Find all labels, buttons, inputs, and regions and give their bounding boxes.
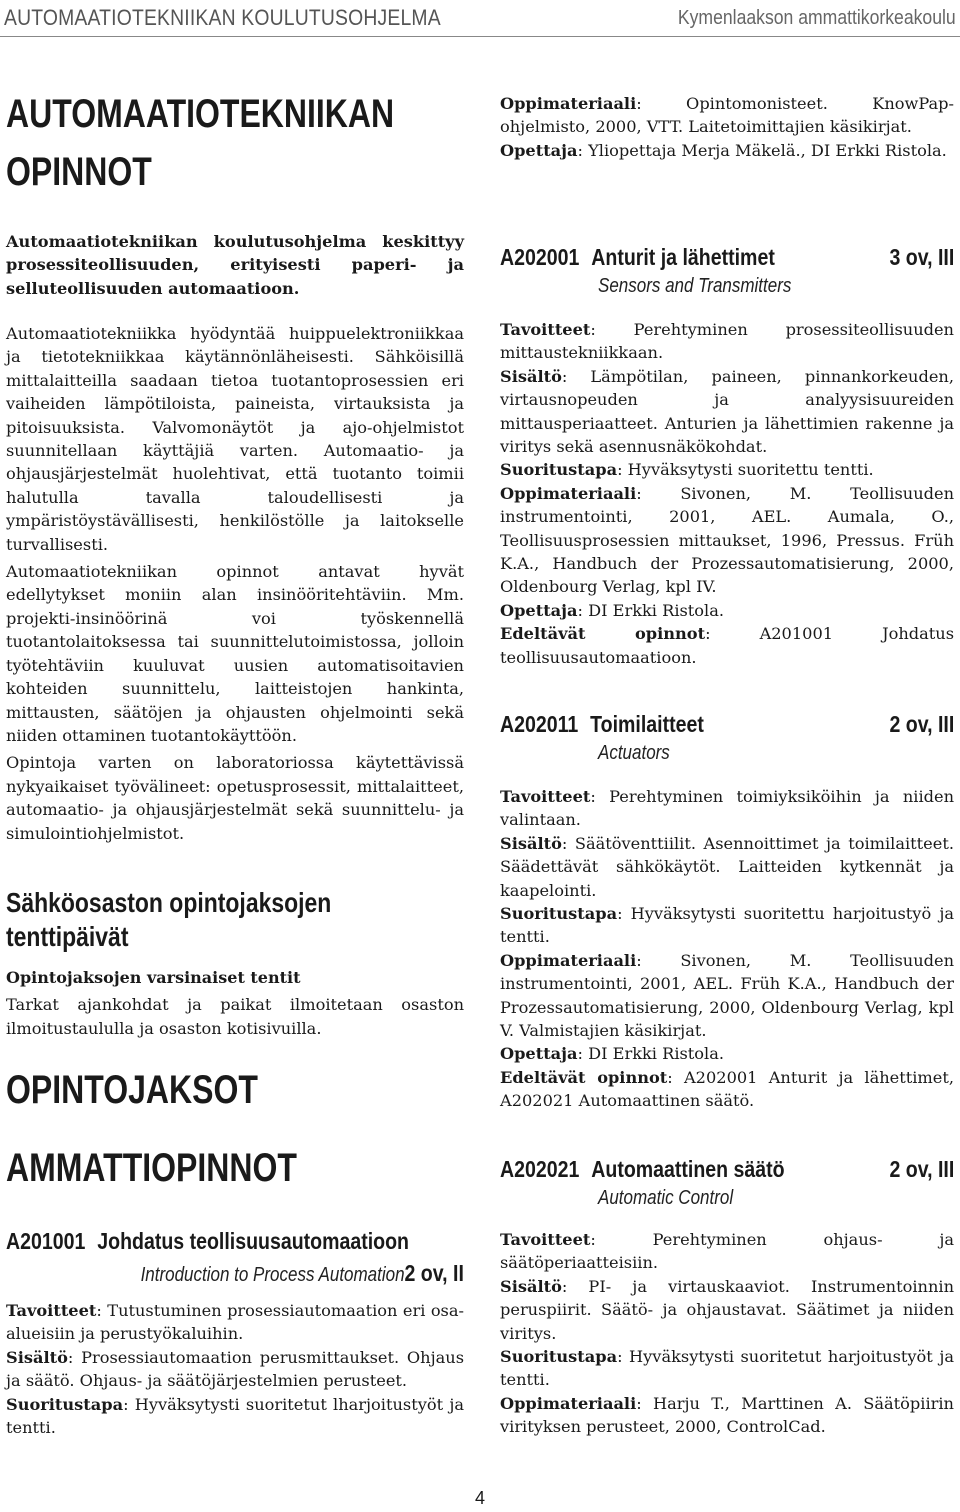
- main-title-line1: AUTOMAATIOTEKNIIKAN: [6, 92, 395, 136]
- course-material: [500, 949, 954, 1043]
- course-completion: [500, 1345, 954, 1392]
- course-credits: 3 ov, III: [889, 244, 954, 270]
- prerequisites-text: : A202001 Anturit ja lähettimet, A202021 Automaattinen säätö.: [500, 1067, 955, 1111]
- content-text: : Säätöventtiilit. Asennoittimet ja toimilaitteet. Säädettävät sähkökäytöt. Laitteiden kytkennät ja kaapelointi.: [500, 833, 954, 900]
- course-a202021: [500, 1154, 954, 1439]
- content-label: Sisältö: [500, 833, 562, 853]
- completion-label: Suoritustapa: [6, 1394, 124, 1414]
- course-title: [500, 709, 704, 739]
- content-label: Sisältö: [500, 366, 562, 386]
- teacher-label: Opettaja: [500, 600, 578, 620]
- course-heading: [500, 242, 954, 272]
- prerequisites-text: : A201001 Johdatus teollisuusautomaatioon.: [500, 624, 955, 667]
- course-code: A202021: [500, 1156, 580, 1182]
- course-goals: [6, 1299, 464, 1346]
- material-text: : Harju T., Marttinen A. Säätöpiirin virityksen perusteet, 2000, ControlCad.: [500, 1393, 954, 1437]
- exam-subtitle: Opintojaksojen varsinaiset tentit: [6, 968, 301, 987]
- completion-text: : Hyväksytysti suoritetut harjoitustyöt ja tentti.: [500, 1347, 954, 1390]
- page-number: 4: [474, 1488, 485, 1508]
- section-heading-ammattiopinnot: [6, 1140, 464, 1196]
- course-completion: [6, 1393, 464, 1440]
- course-content: [500, 1275, 954, 1345]
- content-label: Sisältö: [6, 1347, 68, 1367]
- course-goals: [500, 785, 954, 832]
- intro-lead: Automaatiotekniikan koulutusohjelma keskittyy prosessiteollisuuden, erityisesti paperi- ja selluteollisuuden automaatioon.: [6, 232, 464, 298]
- course-material: [500, 482, 954, 599]
- section-title-ammattiopinnot: AMMATTIOPINNOT: [6, 1146, 297, 1190]
- course-content: [500, 365, 954, 459]
- completion-label: Suoritustapa: [500, 904, 618, 924]
- course-a201001: [6, 1226, 464, 1439]
- course-teacher: [500, 599, 954, 622]
- course-goals: [500, 318, 954, 365]
- course-name: Toimilaitteet: [590, 711, 704, 737]
- completion-label: Suoritustapa: [500, 460, 618, 480]
- exam-title-line1: Sähköosaston opintojaksojen: [6, 887, 332, 918]
- exam-section: [6, 886, 464, 1040]
- paragraph-automation: Automaatiotekniikka hyödyntää huippuelektroniikkaa ja tietotekniikkaa käytännönläheisesti. Sähköisillä mittalaitteilla saadaan tietoa tuotantoprosessien eri vaiheiden lämpötiloista, paineista, virtauksista ja pitoisuuksista. Valvomonäytöt ja ajo-ohjelmistot suunnitellaan käyttäjiä varten. Automaatio- ja ohjausjärjestelmät huolehtivat, että tuotanto toimii halutulla tavalla taloudellisesti ja ympäristöystävällisesti, henkilöstölle ja laitokselle turvallisesti.: [6, 324, 464, 554]
- paragraph-career: Automaatiotekniikan opinnot antavat hyvät edellytykset moniin alan insinööritehtäviin. Mm. projekti-insinöörinä voi työskennellä tuotantolaitoksessa tai suunnittelutoimistossa, jolloin työtehtäviin kuuluvat uusien automatisoitavien kohteiden suunnittelu, laitteistojen hankinta, mittausten, säätöjen ja ohjausten ohjelmointi sekä niiden ottaminen tuotantokäyttöön.: [6, 562, 464, 745]
- course-subtitle: Automatic Control: [598, 1187, 734, 1209]
- material-continued: [500, 92, 954, 139]
- course-content: [500, 832, 954, 902]
- continued-course-info: [500, 92, 954, 162]
- course-content: [6, 1346, 464, 1393]
- running-header: [0, 0, 960, 37]
- course-title: [500, 242, 775, 272]
- material-text: : Opintomonisteet. KnowPap-ohjelmisto, 2000, VTT. Laitetoimittajien käsikirjat.: [500, 94, 954, 137]
- course-subtitle: Actuators: [598, 742, 670, 764]
- course-name: Automaattinen säätö: [591, 1156, 785, 1182]
- material-label: Oppimateriaali: [500, 1393, 637, 1413]
- course-subtitle: Sensors and Transmitters: [598, 275, 792, 297]
- teacher-label: Opettaja: [500, 140, 578, 160]
- main-title: [6, 86, 464, 200]
- material-label: Oppimateriaali: [500, 94, 637, 113]
- course-subtitle-row: [6, 1258, 464, 1289]
- material-text: : Sivonen, M. Teollisuuden instrumentointi, 2001, AEL. Früh K.A., Handbuch der Prozessautomatisierung, 2000, Oldenbourg Verlag, kpl V. Valmistajien käsikirjat.: [500, 950, 954, 1041]
- material-label: Oppimateriaali: [500, 483, 637, 503]
- course-title: [500, 1154, 785, 1184]
- completion-text: : Hyväksytysti suoritetut lharjoitustyöt ja tentti.: [6, 1394, 464, 1438]
- course-code: A201001: [6, 1228, 86, 1254]
- exam-title-line2: tenttipäivät: [6, 921, 129, 952]
- course-credits: 2 ov, II: [404, 1260, 464, 1286]
- course-code: A202011: [500, 711, 579, 737]
- goals-label: Tavoitteet: [6, 1301, 97, 1320]
- content-text: : Lämpötilan, paineen, pinnankorkeuden, virtausnopeuden ja analyysisuureiden mittausperiaatteet. Anturien ja lähettimien rakenne ja viritys sekä asennusnäkökohdat.: [500, 366, 954, 457]
- content-text: : PI- ja virtauskaaviot. Instrumentoinnin peruspiirit. Säätö- ja ohjaustavat. Säätimet ja niiden viritys.: [500, 1276, 954, 1343]
- material-label: Oppimateriaali: [500, 950, 637, 970]
- course-completion: [500, 458, 954, 481]
- paragraph-laboratory: Opintoja varten on laboratoriossa käytettävissä nykyaikaiset työvälineet: opetusprosessit, mittalaitteet, automaatio- ja ohjausjärjestelmät sekä suunnittelu- ja simulointiohjelmistot.: [6, 753, 464, 843]
- course-teacher: [500, 1042, 954, 1065]
- course-heading: [500, 709, 954, 739]
- course-code: A202001: [500, 244, 580, 270]
- exam-text: Tarkat ajankohdat ja paikat ilmoitetaan osaston ilmoitustaululla ja osaston kotisivuilla.: [6, 995, 464, 1038]
- course-completion: [500, 902, 954, 949]
- course-a202001: [500, 242, 954, 669]
- body-section: [6, 322, 464, 845]
- header-program-title: AUTOMAATIOTEKNIIKAN KOULUTUSOHJELMA: [4, 5, 441, 30]
- course-subtitle: Introduction to Process Automation: [140, 1264, 405, 1286]
- section-heading-opintojaksot: [6, 1062, 464, 1118]
- teacher-text: : Yliopettaja Merja Mäkelä., DI Erkki Ristola.: [577, 140, 947, 160]
- course-heading: [6, 1226, 464, 1256]
- course-goals: [500, 1228, 954, 1275]
- course-title: [6, 1226, 409, 1256]
- course-credits: 2 ov, III: [889, 711, 954, 737]
- teacher-continued: [500, 139, 954, 162]
- course-heading: [500, 1154, 954, 1184]
- goals-label: Tavoitteet: [500, 320, 591, 339]
- section-title-opintojaksot: OPINTOJAKSOT: [6, 1068, 258, 1112]
- main-title-line2: OPINNOT: [6, 150, 152, 194]
- prerequisites-label: Edeltävät opinnot: [500, 624, 706, 644]
- course-a202011: [500, 709, 954, 1113]
- intro-section: [6, 230, 464, 300]
- course-name: Johdatus teollisuusautomaatioon: [97, 1228, 410, 1254]
- goals-label: Tavoitteet: [500, 1230, 591, 1249]
- teacher-text: : DI Erkki Ristola.: [577, 600, 725, 620]
- prerequisites-label: Edeltävät opinnot: [500, 1067, 668, 1087]
- course-name: Anturit ja lähettimet: [591, 244, 775, 270]
- goals-text: : Tutustuminen prosessiautomaation eri osa-alueisiin ja perustyökaluihin.: [6, 1301, 464, 1344]
- completion-label: Suoritustapa: [500, 1347, 618, 1367]
- material-text: : Sivonen, M. Teollisuuden instrumentointi, 2001, AEL. Aumala, O., Teollisuusprosessien mittaukset, 1996, Pressus. Früh K.A., Handbuch der Prozessautomatisierung, 2000, Oldenbourg Verlag, kpl IV.: [500, 483, 954, 597]
- header-institution: Kymenlaakson ammattikorkeakoulu: [678, 6, 956, 29]
- course-prerequisites: [500, 1066, 954, 1113]
- course-prerequisites: [500, 622, 954, 669]
- goals-text: : Perehtyminen toimiyksiköihin ja niiden valintaan.: [500, 787, 954, 830]
- course-credits: 2 ov, III: [889, 1156, 954, 1182]
- course-material: [500, 1392, 954, 1439]
- completion-text: : Hyväksytysti suoritettu tentti.: [617, 460, 874, 480]
- goals-text: : Perehtyminen prosessiteollisuuden mittaustekniikkaan.: [500, 320, 954, 363]
- goals-label: Tavoitteet: [500, 787, 591, 806]
- content-text: : Prosessiautomaation perusmittaukset. Ohjaus ja säätö. Ohjaus- ja säätöjärjestelmien perusteet.: [6, 1347, 464, 1391]
- completion-text: : Hyväksytysti suoritettu harjoitustyö ja tentti.: [500, 904, 954, 947]
- content-label: Sisältö: [500, 1276, 562, 1296]
- goals-text: : Perehtyminen ohjaus- ja säätöperiaatteisiin.: [500, 1230, 954, 1273]
- teacher-label: Opettaja: [500, 1044, 578, 1064]
- teacher-text: : DI Erkki Ristola.: [577, 1044, 725, 1064]
